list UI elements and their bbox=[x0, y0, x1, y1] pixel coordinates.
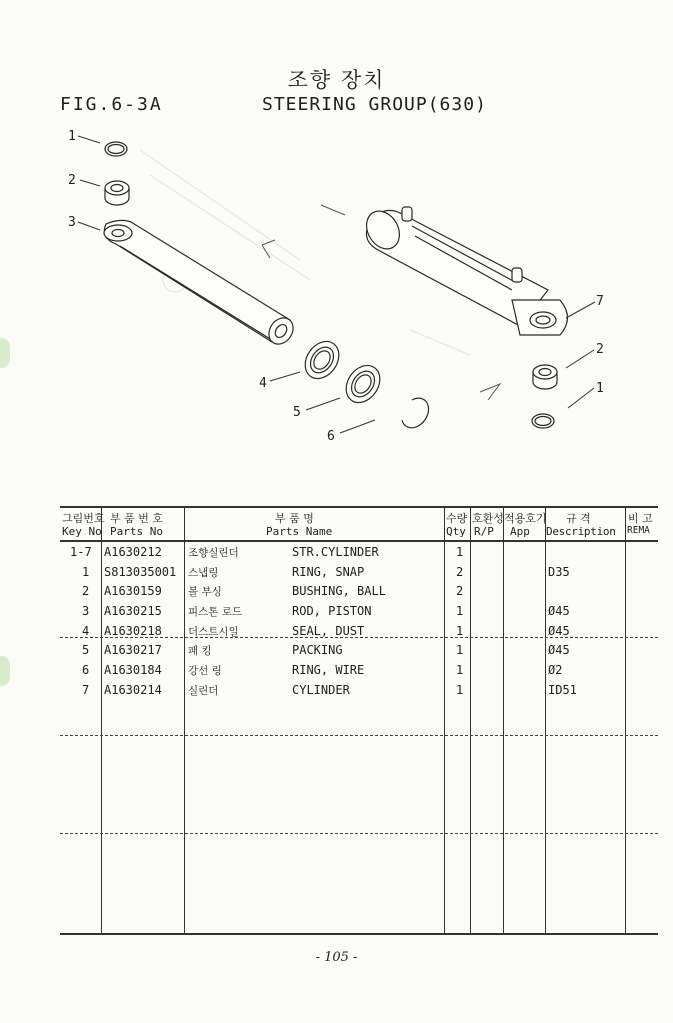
header-qty-kr: 수량 bbox=[446, 512, 468, 525]
cell-name-kr: 실린더 bbox=[188, 685, 219, 697]
cell-name-kr: 조향실린더 bbox=[188, 547, 239, 559]
cell-name-kr: 강선 링 bbox=[188, 665, 222, 677]
header-desc-kr: 규 격 bbox=[566, 512, 591, 525]
cell-name-en: BUSHING, BALL bbox=[292, 584, 386, 598]
snap-ring-right bbox=[532, 414, 554, 428]
cell-desc: Ø2 bbox=[548, 663, 563, 677]
cell-name-en: CYLINDER bbox=[292, 683, 350, 697]
cell-name-en: RING, WIRE bbox=[292, 663, 365, 677]
cell-part-no: A1630184 bbox=[104, 663, 162, 677]
cell-qty: 1 bbox=[456, 643, 464, 657]
ball-bushing-right bbox=[533, 365, 557, 389]
cell-desc: Ø45 bbox=[548, 643, 570, 657]
header-part-name-kr: 부 품 명 bbox=[275, 512, 314, 525]
cell-part-no: A1630215 bbox=[104, 604, 162, 618]
cell-name-kr: 스냅링 bbox=[188, 567, 219, 579]
callout-5: 5 bbox=[293, 405, 301, 420]
cell-name-kr: 볼 부싱 bbox=[188, 586, 222, 598]
header-app-kr: 적용호기 bbox=[504, 512, 547, 525]
cell-part-no: A1630218 bbox=[104, 624, 162, 638]
cell-desc: D35 bbox=[548, 565, 570, 579]
cell-key: 1-7 bbox=[70, 545, 92, 559]
callout-6: 6 bbox=[327, 429, 335, 444]
header-rp-en: R/P bbox=[474, 525, 494, 538]
cell-desc: ID51 bbox=[548, 683, 577, 697]
cell-qty: 1 bbox=[456, 683, 464, 697]
cell-key: 3 bbox=[82, 604, 90, 618]
callout-1-left: 1 bbox=[68, 129, 76, 144]
cell-name-en: PACKING bbox=[292, 643, 343, 657]
cell-desc: Ø45 bbox=[548, 624, 570, 638]
cell-qty: 1 bbox=[456, 545, 464, 559]
cell-part-no: A1630217 bbox=[104, 643, 162, 657]
callout-2-left: 2 bbox=[68, 173, 76, 188]
ball-bushing-left bbox=[105, 181, 129, 205]
cell-part-no: S813035001 bbox=[104, 565, 177, 579]
cell-name-en: SEAL, DUST bbox=[292, 624, 365, 638]
cell-name-en: ROD, PISTON bbox=[292, 604, 372, 618]
header-part-no-en: Parts No bbox=[110, 525, 163, 538]
header-qty-en: Qty bbox=[446, 525, 466, 538]
piston-rod bbox=[104, 220, 298, 348]
callout-2-right: 2 bbox=[596, 342, 604, 357]
cell-desc: Ø45 bbox=[548, 604, 570, 618]
callout-3: 3 bbox=[68, 215, 76, 230]
cell-qty: 2 bbox=[456, 565, 464, 579]
figure-title: STEERING GROUP(630) bbox=[262, 94, 487, 115]
cell-key: 5 bbox=[82, 643, 90, 657]
header-app-en: App bbox=[510, 525, 530, 538]
cylinder bbox=[360, 205, 567, 335]
page-title-korean: 조향 장치 bbox=[287, 68, 386, 92]
callout-4: 4 bbox=[259, 376, 267, 391]
header-remark-kr: 비 고 bbox=[628, 512, 653, 525]
header-key-en: Key No bbox=[62, 525, 102, 538]
header-rp-kr: 호환성 bbox=[472, 512, 504, 525]
cell-qty: 1 bbox=[456, 604, 464, 618]
snap-ring-left bbox=[105, 142, 127, 156]
wire-ring bbox=[402, 398, 429, 428]
cell-key: 2 bbox=[82, 584, 90, 598]
cell-name-en: STR.CYLINDER bbox=[292, 545, 379, 559]
cell-name-kr: 더스트시일 bbox=[188, 626, 239, 638]
figure-number: FIG.6-3A bbox=[60, 94, 163, 115]
cell-key: 4 bbox=[82, 624, 90, 638]
cell-part-no: A1630212 bbox=[104, 545, 162, 559]
cell-qty: 1 bbox=[456, 624, 464, 638]
cell-key: 1 bbox=[82, 565, 90, 579]
cell-key: 7 bbox=[82, 683, 90, 697]
cell-part-no: A1630159 bbox=[104, 584, 162, 598]
cell-key: 6 bbox=[82, 663, 90, 677]
cell-name-en: RING, SNAP bbox=[292, 565, 365, 579]
cell-name-kr: 피스톤 로드 bbox=[188, 606, 243, 618]
cell-qty: 2 bbox=[456, 584, 464, 598]
header-remark-en: REMA bbox=[627, 525, 650, 536]
header-key-kr: 그림번호 bbox=[62, 512, 105, 525]
binding-mark bbox=[0, 656, 10, 686]
callout-7: 7 bbox=[596, 294, 604, 309]
cell-qty: 1 bbox=[456, 663, 464, 677]
packing bbox=[339, 359, 387, 409]
cell-part-no: A1630214 bbox=[104, 683, 162, 697]
header-part-name-en: Parts Name bbox=[266, 525, 333, 538]
page-number: - 105 - bbox=[315, 950, 358, 965]
dust-seal bbox=[298, 335, 346, 385]
header-desc-en: Description bbox=[546, 525, 616, 538]
callout-1-right: 1 bbox=[596, 381, 604, 396]
cell-name-kr: 패 킹 bbox=[188, 645, 212, 657]
header-part-no-kr: 부 품 번 호 bbox=[110, 512, 163, 525]
exploded-parts-diagram bbox=[0, 0, 673, 470]
